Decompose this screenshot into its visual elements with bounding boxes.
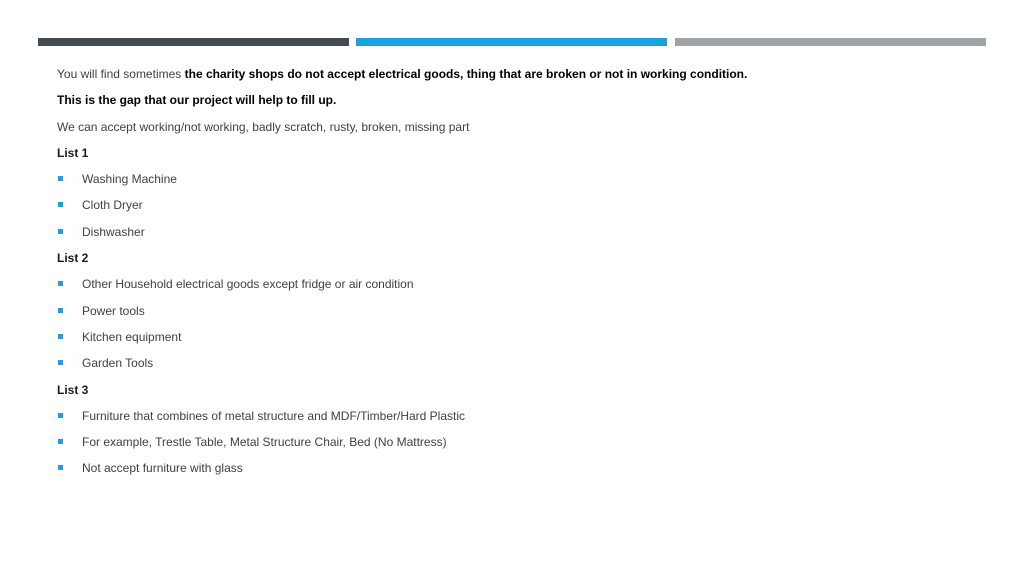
list-item-text: Kitchen equipment [82,329,182,344]
list-item [57,276,987,302]
list-3-heading: List 3 [57,382,89,397]
list-item-text: Garden Tools [82,356,154,371]
list-item [57,171,987,197]
square-bullet-icon [58,360,63,365]
square-bullet-icon [58,281,63,286]
list-item [57,303,987,329]
gap-statement: This is the gap that our project will help to fill up. [57,93,337,108]
list-item [57,197,987,223]
list-item-text: Cloth Dryer [82,198,143,213]
square-bullet-icon [58,308,63,313]
list-item [57,355,987,381]
square-bullet-icon [58,465,63,470]
square-bullet-icon [58,176,63,181]
square-bullet-icon [58,334,63,339]
square-bullet-icon [58,229,63,234]
square-bullet-icon [58,439,63,444]
intro-paragraph [57,66,987,92]
list-1-heading: List 1 [57,145,89,160]
list-item-text: Power tools [82,303,145,318]
accept-statement: We can accept working/not working, badly scratch, rusty, broken, missing part [57,119,470,134]
list-item-text: Not accept furniture with glass [82,461,243,476]
intro-bold-text: the charity shops do not accept electrical goods, thing that are broken or not in working condition. [184,67,748,81]
list-item [57,434,987,460]
accent-bar-gray [675,38,986,46]
list-item-text: Furniture that combines of metal structure and MDF/Timber/Hard Plastic [82,408,466,423]
intro-plain-text: You will find sometimes [57,67,185,81]
list-item-text: Washing Machine [82,172,177,187]
accent-bar-blue [356,38,667,46]
list-item [57,460,987,486]
header-accent-bars [38,38,986,46]
list-item-text: Other Household electrical goods except fridge or air condition [82,277,414,292]
list-item [57,224,987,250]
square-bullet-icon [58,202,63,207]
list-2-heading: List 2 [57,251,89,266]
square-bullet-icon [58,413,63,418]
slide-body [57,66,987,487]
list-item-text: Dishwasher [82,224,145,239]
accent-bar-dark [38,38,349,46]
list-item-text: For example, Trestle Table, Metal Structure Chair, Bed (No Mattress) [82,435,447,450]
list-item [57,329,987,355]
list-item [57,408,987,434]
